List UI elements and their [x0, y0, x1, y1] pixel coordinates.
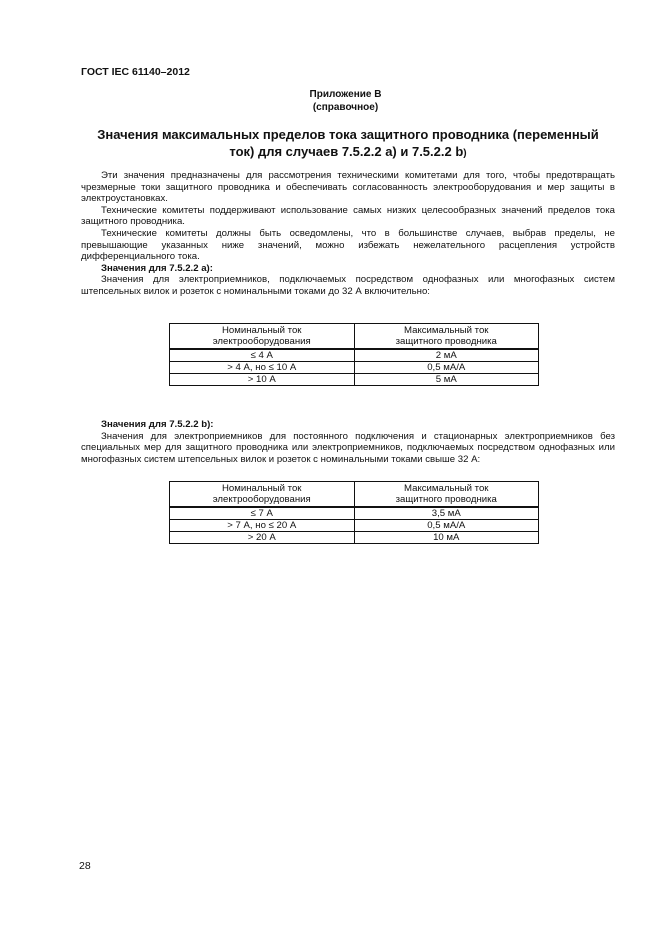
table-a-col1-line2: электрооборудования: [212, 336, 311, 347]
table-cell-max: 5 мА: [354, 374, 539, 386]
section-a-text: Значения для электроприемников, подключаемых посредством однофазных или многофазных систем штепсельных вилок и розеток с номинальными токами до 32 А включительно:: [81, 274, 615, 297]
table-b-col2-line1: Максимальный ток: [404, 483, 489, 494]
intro-section: [81, 170, 615, 298]
title-line-1: Значения максимальных пределов тока защитного проводника (переменный: [97, 127, 599, 142]
table-row: [170, 349, 539, 362]
table-row: [170, 507, 539, 520]
table-b-col-max-current: [354, 482, 539, 508]
table-a-col2-line2: защитного проводника: [395, 336, 497, 347]
intro-paragraph-3: Технические комитеты должны быть осведомлены, что в большинстве случаев, выбрав пределы, не превышающие указанных ниже значений, можно избежать нежелательного расцепления устройств дифференциального тока.: [81, 227, 615, 263]
table-cell-rated: ≤ 4 А: [170, 349, 355, 362]
table-a-col-rated-current: [170, 324, 355, 350]
table-row: [170, 520, 539, 532]
table-cell-max: 0,5 мА/А: [354, 520, 539, 532]
title-line-2-main: ток) для случаев 7.5.2.2 a) и 7.5.2.2 b: [229, 143, 464, 159]
table-a-col2-line1: Максимальный ток: [404, 325, 489, 336]
title-line-2: [82, 144, 614, 163]
table-b-header-row: [170, 482, 539, 508]
table-a-header-row: [170, 324, 539, 350]
section-b-text: Значения для электроприемников для постоянного подключения и стационарных электроприемников без специальных мер для защитного проводника или электроприемников, подключаемых посредством однофазных или многофазных систем штепсельных вилок и розеток с номинальными токами свыше 32 А:: [81, 430, 615, 465]
table-cell-rated: > 7 А, но ≤ 20 А: [170, 520, 355, 532]
annex-type: (справочное): [312, 101, 379, 113]
table-row: [170, 532, 539, 544]
table-row: [170, 362, 539, 374]
table-b-col-rated-current: [170, 482, 355, 508]
table-cell-rated: > 10 А: [170, 374, 355, 386]
table-b-col2-line2: защитного проводника: [395, 494, 497, 505]
table-row: [170, 374, 539, 386]
section-b: [81, 419, 615, 465]
title-line-2-end: ): [463, 147, 467, 159]
table-cell-max: 10 мА: [354, 532, 539, 544]
page-number: 28: [79, 860, 91, 872]
intro-paragraph-2: Технические комитеты поддерживают использование самых низких целесообразных значений пределов тока защитного проводника.: [81, 204, 615, 228]
table-cell-max: 0,5 мА/А: [354, 362, 539, 374]
table-cell-rated: > 4 А, но ≤ 10 А: [170, 362, 355, 374]
table-b-col1-line2: электрооборудования: [212, 494, 311, 505]
table-cell-rated: ≤ 7 А: [170, 507, 355, 520]
annex-heading: [0, 89, 661, 114]
section-b-heading: Значения для 7.5.2.2 b):: [101, 419, 214, 430]
section-a-heading: Значения для 7.5.2.2 a):: [101, 262, 213, 274]
table-cell-max: 2 мА: [354, 349, 539, 362]
table-a: [169, 323, 539, 386]
table-cell-max: 3,5 мА: [354, 507, 539, 520]
intro-paragraph-1: Эти значения предназначены для рассмотрения техническими комитетами для того, чтобы предотвращать чрезмерные токи защитного проводника и обеспечивать согласованность электрооборудования и мер защиты в электроустановках.: [81, 170, 615, 205]
annex-title: [82, 127, 614, 162]
table-a-col-max-current: [354, 324, 539, 350]
document-header: ГОСТ IEC 61140–2012: [81, 66, 190, 78]
table-b-col1-line1: Номинальный ток: [222, 483, 302, 494]
table-a-col1-line1: Номинальный ток: [222, 325, 302, 336]
annex-label: Приложение В: [309, 89, 382, 100]
table-cell-rated: > 20 А: [170, 532, 355, 544]
table-b: [169, 481, 539, 544]
